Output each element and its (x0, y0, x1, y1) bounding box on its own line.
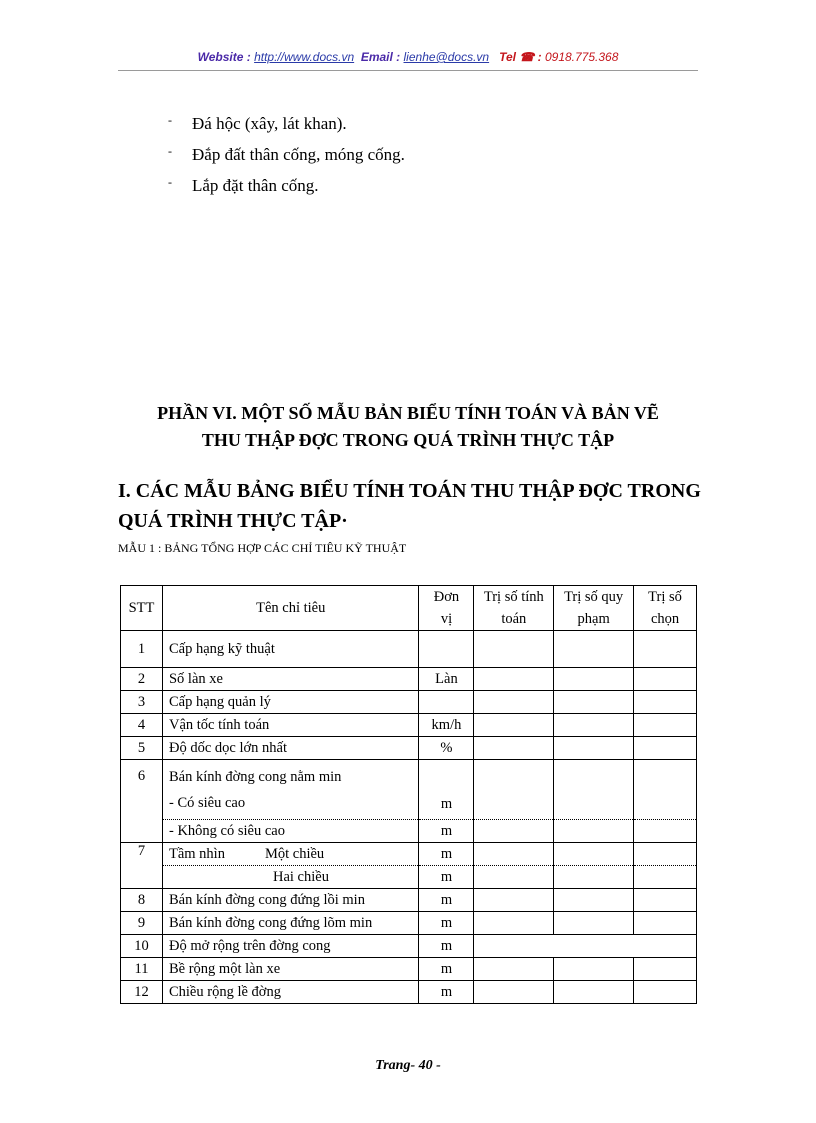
table-row: 8 Bán kính đờng cong đứng lồi min m (121, 889, 697, 912)
table-row: 7 Tầm nhìn Một chiều m (121, 843, 697, 866)
table-row: 4 Vận tốc tính toán km/h (121, 714, 697, 737)
table-row: 11 Bề rộng một làn xe m (121, 958, 697, 981)
table-header-row (121, 586, 697, 631)
section-title: I. CÁC MẪU BẢNG BIỂU TÍNH TOÁN THU THẬP ĐỢC TRONG QUÁ TRÌNH THỰC TẬP· (118, 480, 701, 532)
list-item: - Đắp đất thân cống, móng cống. (168, 144, 405, 164)
dash-icon: - (168, 113, 172, 127)
table-caption: MẪU 1 : BẢNG TỔNG HỢP CÁC CHỈ TIÊU KỸ THUẬT (118, 541, 407, 555)
header-unit: Đơn vị (419, 586, 474, 631)
table-row: - Không có siêu cao m (121, 820, 697, 843)
header-chosen: Trị số chọn (634, 586, 697, 631)
table-row: 9 Bán kính đờng cong đứng lõm min m (121, 912, 697, 935)
table-row: 3 Cấp hạng quản lý (121, 691, 697, 714)
header-divider (118, 70, 698, 71)
spec-table (120, 585, 697, 1004)
header-name: Tên chỉ tiêu (162, 586, 419, 631)
list-item: - Lắp đặt thân cống. (168, 175, 319, 195)
table-row: 6 Bán kính đờng cong nằm min - Có siêu cao m (121, 760, 697, 820)
table-row: Hai chiều m (121, 866, 697, 889)
dash-icon: - (168, 144, 172, 158)
part-title: PHẦN VI. MỘT SỐ MẪU BẢN BIỂU TÍNH TOÁN VÀ BẢN VẼ THU THẬP ĐỢC TRONG QUÁ TRÌNH THỰC TẬP (157, 403, 659, 450)
tel-number: 0918.775.368 (544, 50, 619, 64)
table-row: 12 Chiều rộng lề đờng m (121, 981, 697, 1004)
header-calc: Trị số tính toán (474, 586, 554, 631)
tel-label: Tel ☎ : (499, 50, 542, 64)
dash-icon: - (168, 175, 172, 189)
website-link[interactable]: http://www.docs.vn (254, 50, 355, 64)
header-std: Trị số quy phạm (554, 586, 634, 631)
website-label: Website : (197, 50, 251, 64)
email-label: Email : (360, 50, 401, 64)
email-link[interactable]: lienhe@docs.vn (403, 50, 490, 64)
table-row: 5 Độ dốc dọc lớn nhất % (121, 737, 697, 760)
table-row: 10 Độ mở rộng trên đờng cong m (121, 935, 697, 958)
table-row: 2 Số làn xe Làn (121, 668, 697, 691)
bullet-list (168, 114, 405, 207)
table-row: 1 Cấp hạng kỹ thuật (121, 631, 697, 668)
page-header (0, 50, 816, 64)
page-number: Trang- 40 - (375, 1058, 441, 1073)
list-item: - Đá hộc (xây, lát khan). (168, 113, 347, 133)
header-stt: STT (121, 586, 163, 631)
